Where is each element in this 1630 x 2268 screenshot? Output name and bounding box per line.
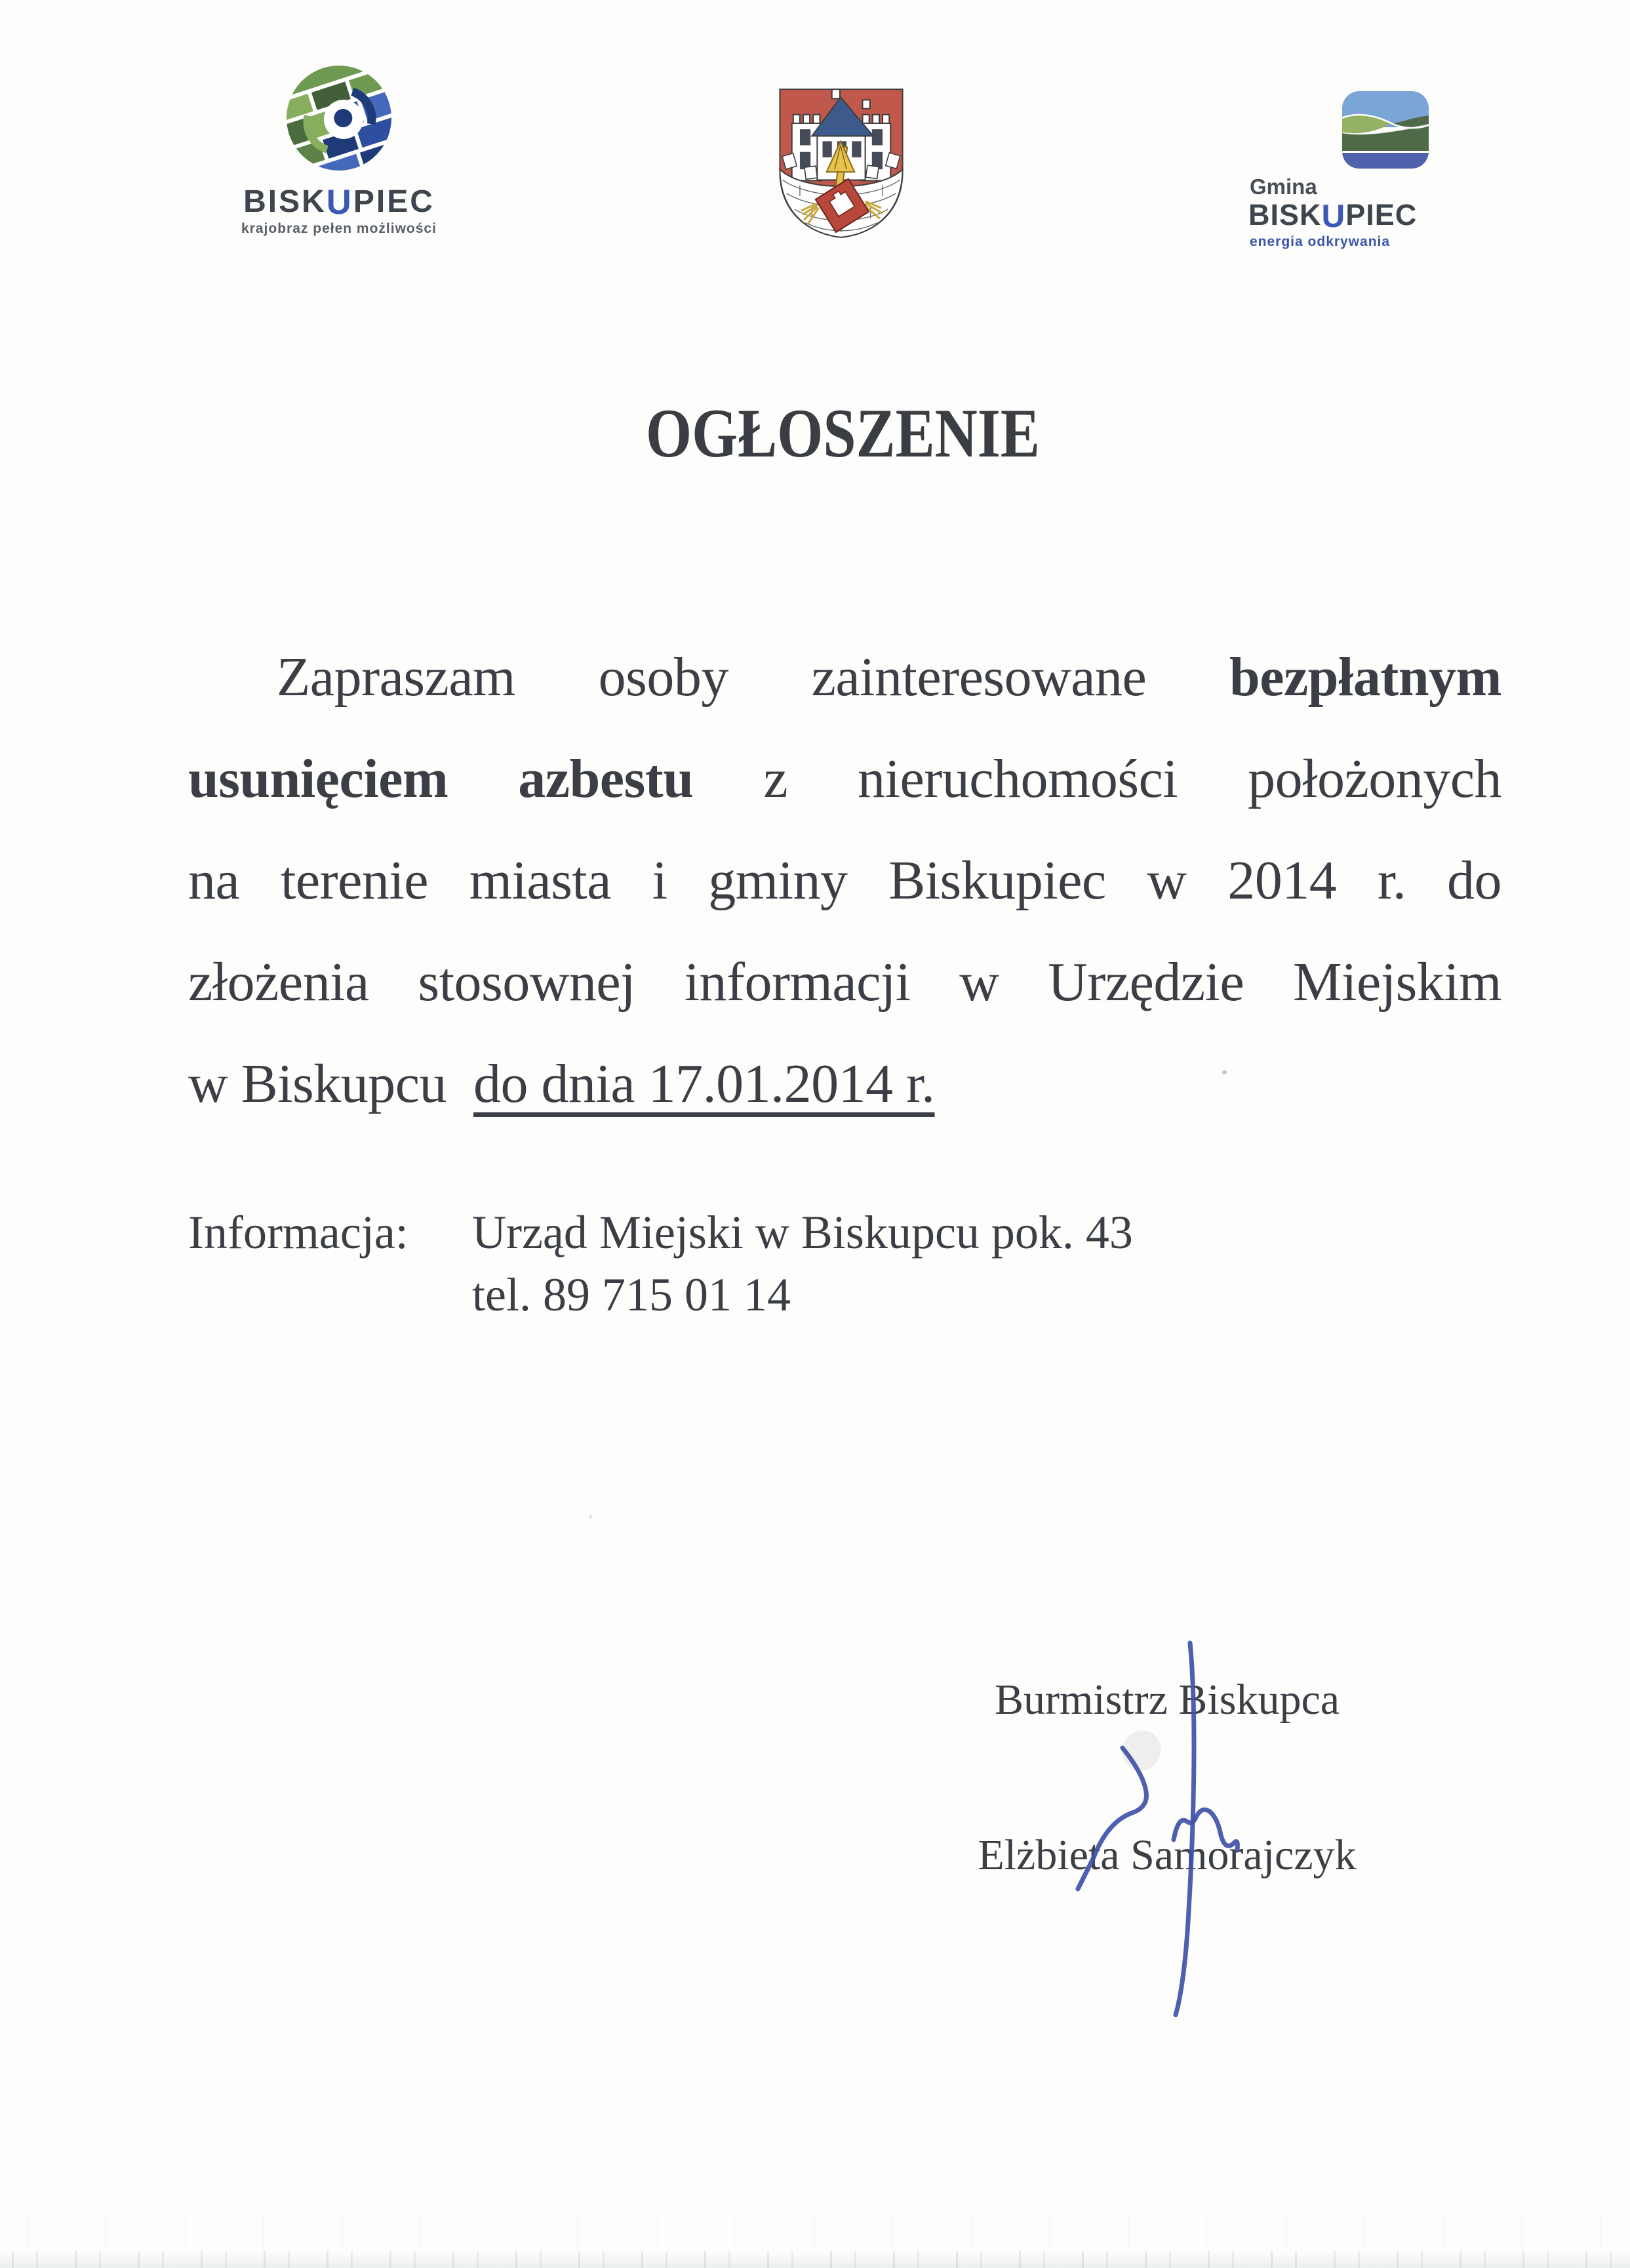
body-segment: zainteresowane [811, 647, 1147, 708]
signature-title: Burmistrz Biskupca [994, 1676, 1340, 1724]
page-title [0, 394, 1630, 474]
body-segment: terenie [281, 850, 429, 911]
body-segment: w [959, 952, 999, 1013]
biskupiec-city-logo [231, 60, 447, 237]
body-segment: usunięciem [188, 748, 448, 809]
body-segment: na [188, 850, 240, 911]
body-segment: do [1447, 850, 1502, 911]
body-segment: r. [1377, 850, 1406, 911]
body-segment: Zapraszam [277, 647, 515, 708]
left-logo-word-prefix: BISK [243, 184, 327, 219]
scan-speckle [1222, 1070, 1227, 1074]
body-line-1 [188, 626, 1501, 728]
left-logo-word-blue-letter: U [326, 183, 353, 222]
body-line-4 [188, 931, 1501, 1033]
body-segment: azbestu [518, 748, 694, 809]
coat-of-arms-icon [776, 85, 907, 241]
body-segment: położonych [1248, 748, 1502, 809]
body-segment: stosownej [418, 952, 636, 1013]
body-segment: bezpłatnym [1229, 647, 1502, 708]
body-segment: osoby [598, 647, 728, 708]
info-label: Informacja: [188, 1206, 408, 1259]
handwritten-signature-ink [1043, 1613, 1292, 2033]
body-line-2 [188, 728, 1501, 830]
body-segment: do dnia 17.01.2014 r. [473, 1053, 935, 1114]
left-logo-tagline: krajobraz pełen możliwości [241, 221, 437, 237]
info-address-line: Urząd Miejski w Biskupcu pok. 43 [472, 1206, 1133, 1259]
right-logo-wordmark [1248, 197, 1435, 232]
body-segment: 2014 [1227, 850, 1337, 911]
body-segment: Miejskim [1292, 952, 1501, 1013]
biskupiec-coat-of-arms [776, 85, 907, 241]
right-logo-word-prefix: BISK [1248, 198, 1322, 232]
body-segment: miasta [469, 850, 612, 911]
contact-info [188, 1202, 1133, 1326]
right-logo-word-suffix: PIEC [1345, 198, 1418, 232]
signature-name: Elżbieta Samorajczyk [978, 1831, 1357, 1879]
right-logo-word-blue-letter: U [1321, 198, 1346, 234]
body-segment: w Biskupcu [188, 1053, 460, 1114]
body-segment: Urzędzie [1048, 952, 1244, 1013]
gmina-biskupiec-logo [1244, 91, 1435, 250]
info-phone-line: tel. 89 715 01 14 [472, 1268, 791, 1321]
left-logo-word-suffix: PIEC [353, 184, 435, 219]
page-title-text: OGŁOSZENIE [645, 395, 1040, 472]
body-segment: informacji [684, 952, 911, 1013]
body-paragraph [188, 626, 1501, 1135]
info-content [472, 1202, 1133, 1326]
body-segment: złożenia [188, 952, 369, 1013]
left-logo-wordmark [231, 182, 447, 222]
body-segment: w [1147, 850, 1187, 911]
right-logo-gmina-label: Gmina [1250, 174, 1317, 199]
scan-speckle [589, 1515, 592, 1518]
body-segment: i gminy [652, 850, 848, 911]
body-line-5 [188, 1033, 1501, 1135]
right-logo-tagline: energia odkrywania [1250, 233, 1391, 249]
biskupiec-globe-mosaic-icon [279, 60, 400, 178]
body-segment: z nieruchomości [763, 748, 1178, 809]
body-line-3 [188, 830, 1501, 931]
body-segment: Biskupiec [888, 850, 1106, 911]
scanner-edge-noise [0, 2251, 1630, 2268]
gmina-landscape-icon [1342, 91, 1429, 169]
scanner-edge-noise-faint [0, 2212, 1630, 2251]
